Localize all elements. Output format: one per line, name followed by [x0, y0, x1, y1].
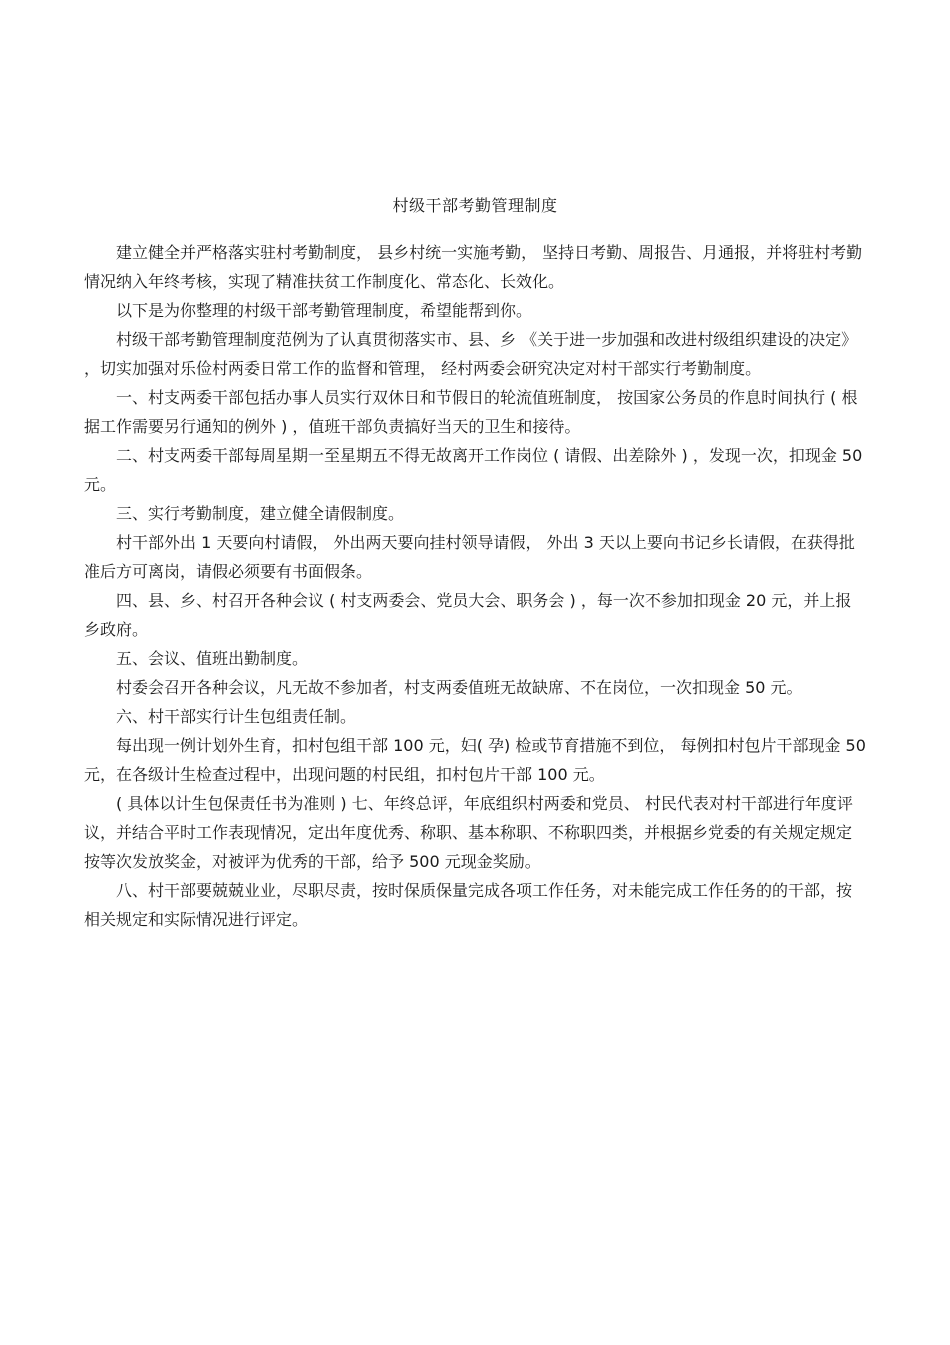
document-body: [84, 238, 866, 934]
paragraph: 每出现一例计划外生育，扣村包组干部 100 元，妇( 孕) 检或节育措施不到位， 每例扣村包片干部现金 50 元，在各级计生检查过程中，出现问题的村民组，扣村包片干部 100 元。: [84, 736, 866, 784]
paragraph: 五、会议、值班出勤制度。: [116, 649, 309, 668]
paragraph: 村干部外出 1 天要向村请假， 外出两天要向挂村领导请假， 外出 3 天以上要向书记乡长请假，在获得批准后方可离岗，请假必须要有书面假条。: [84, 533, 855, 581]
paragraph: 二、村支两委干部每周星期一至星期五不得无故离开工作岗位 ( 请假、出差除外 ) ，发现一次，扣现金 50 元。: [84, 446, 863, 494]
paragraph: 四、县、乡、村召开各种会议 ( 村支两委会、党员大会、职务会 ) ，每一次不参加扣现金 20 元，并上报乡政府。: [84, 591, 852, 639]
paragraph: 六、村干部实行计生包组责任制。: [116, 707, 357, 726]
paragraph: 以下是为你整理的村级干部考勤管理制度，希望能帮到你。: [116, 301, 533, 320]
document-title: 村级干部考勤管理制度: [392, 196, 558, 215]
paragraph: 建立健全并严格落实驻村考勤制度， 县乡村统一实施考勤， 坚持日考勤、周报告、月通报，并将驻村考勤情况纳入年终考核，实现了精准扶贫工作制度化、常态化、长效化。: [84, 243, 863, 291]
paragraph: ( 具体以计生包保责任书为准则 ) 七、年终总评，年底组织村两委和党员、 村民代表对村干部进行年度评议，并结合平时工作表现情况，定出年度优秀、称职、基本称职、不称职四类，并根据乡党委的有关规定规定按等次发放奖金，对被评为优秀的干部，给予 500 元现金奖励。: [84, 794, 853, 871]
paragraph: 一、村支两委干部包括办事人员实行双休日和节假日的轮流值班制度， 按国家公务员的作息时间执行 ( 根据工作需要另行通知的例外 ) ，值班干部负责搞好当天的卫生和接待。: [84, 388, 858, 436]
paragraph: 八、村干部要兢兢业业，尽职尽责，按时保质保量完成各项工作任务，对未能完成工作任务的的干部，按相关规定和实际情况进行评定。: [84, 881, 853, 929]
paragraph: 村级干部考勤管理制度范例为了认真贯彻落实市、县、乡 《关于进一步加强和改进村级组织建设的决定》 ，切实加强对乐俭村两委日常工作的监督和管理， 经村两委会研究决定对村干部实行考勤制度。: [84, 330, 858, 378]
paragraph: 三、实行考勤制度，建立健全请假制度。: [116, 504, 405, 523]
paragraph: 村委会召开各种会议，凡无故不参加者，村支两委值班无故缺席、不在岗位，一次扣现金 50 元。: [116, 678, 803, 697]
